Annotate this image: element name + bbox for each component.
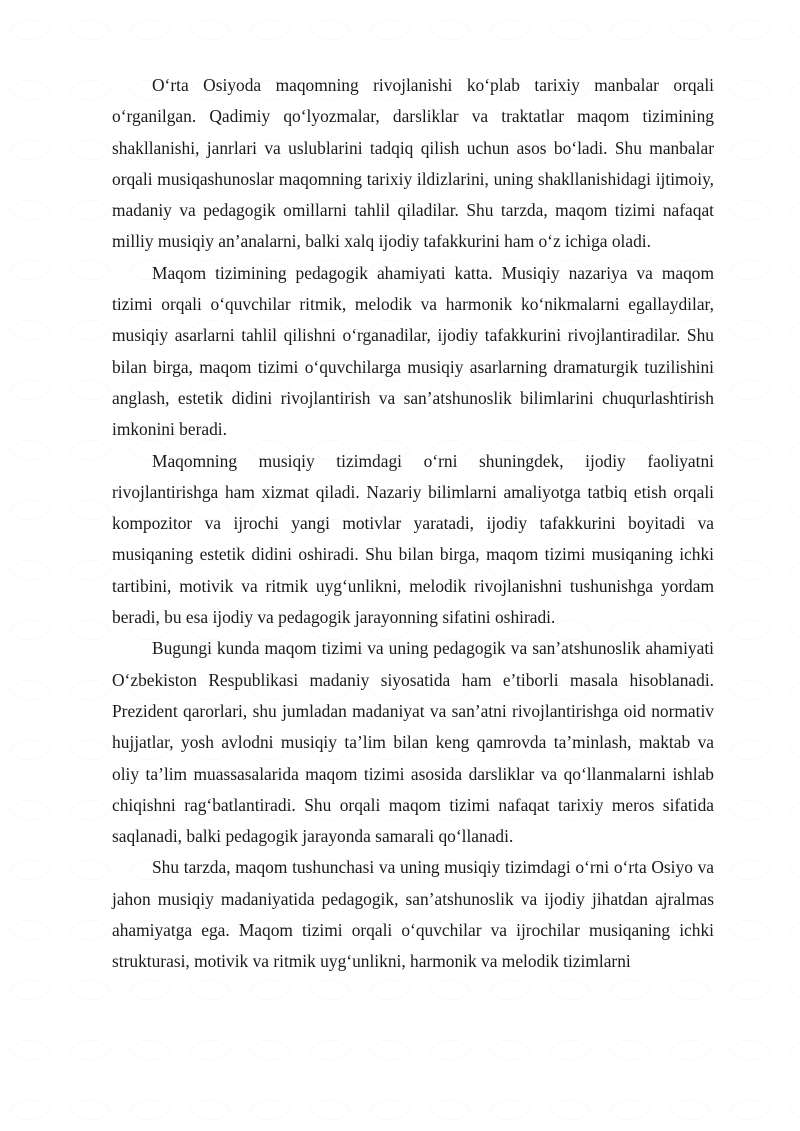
paragraph: Maqomning musiqiy tizimdagi o‘rni shuningdek, ijodiy faoliyatni rivojlantirishga ham xizmat qiladi. Nazariy bilimlarni amaliyotga tatbiq etish orqali kompozitor va ijrochi yangi motivlar yaratadi, ijodiy tafakkurini boyitadi va musiqaning estetik didini oshiradi. Shu bilan birga, maqom tizimi musiqaning ichki tartibini, motivik va ritmik uyg‘unlikni, melodik rivojlanishni tushunishga yordam beradi, bu esa ijodiy va pedagogik jarayonning sifatini oshiradi. [112,450,714,628]
paragraph: Shu tarzda, maqom tushunchasi va uning musiqiy tizimdagi o‘rni o‘rta Osiyo va jahon musiqiy madaniyatida pedagogik, san’atshunoslik va ijodiy jihatdan ajralmas ahamiyatga ega. Maqom tizimi orqali o‘quvchilar va ijrochilar musiqaning ichki strukturasi, motivik va ritmik uyg‘unlikni, harmonik va melodik tizimlarni [112,857,714,972]
document-body [112,70,714,978]
paragraph: Maqom tizimining pedagogik ahamiyati katta. Musiqiy nazariya va maqom tizimi orqali o‘quvchilar ritmik, melodik va harmonik ko‘nikmalarni egallaydilar, musiqiy asarlarni tahlil qilishni o‘rganadilar, ijodiy tafakkurini rivojlantiradilar. Shu bilan birga, maqom tizimi o‘quvchilarga musiqiy asarlarning dramaturgik tuzilishini anglash, estetik didini rivojlantirish va san’atshunoslik bilimlarini chuqurlashtirish imkonini beradi. [112,262,714,440]
paragraph: Bugungi kunda maqom tizimi va uning pedagogik va san’atshunoslik ahamiyati O‘zbekiston Respublikasi madaniy siyosatida ham e’tiborli masala hisoblanadi. Prezident qarorlari, shu jumladan madaniyat va san’atni rivojlantirishga oid normativ hujjatlar, yosh avlodni musiqiy ta’lim bilan keng qamrovda ta’minlash, maktab va oliy ta’lim muassasalarida maqom tizimi asosida darsliklar va qo‘llanmalarni ishlab chiqishni rag‘batlantiradi. Shu orqali maqom tizimi nafaqat tarixiy meros sifatida saqlanadi, balki pedagogik jarayonda samarali qo‘llanadi. [112,638,714,847]
paragraph: O‘rta Osiyoda maqomning rivojlanishi ko‘plab tarixiy manbalar orqali o‘rganilgan. Qadimiy qo‘lyozmalar, darsliklar va traktatlar maqom tizimining shakllanishi, janrlari va uslublarini tadqiq qilish uchun asos bo‘ladi. Shu manbalar orqali musiqashunoslar maqomning tarixiy ildizlarini, uning shakllanishidagi ijtimoiy, madaniy va pedagogik omillarni tahlil qiladilar. Shu tarzda, maqom tizimi nafaqat milliy musiqiy an’analarni, balki xalq ijodiy tafakkurini ham o‘z ichiga oladi. [112,75,714,252]
